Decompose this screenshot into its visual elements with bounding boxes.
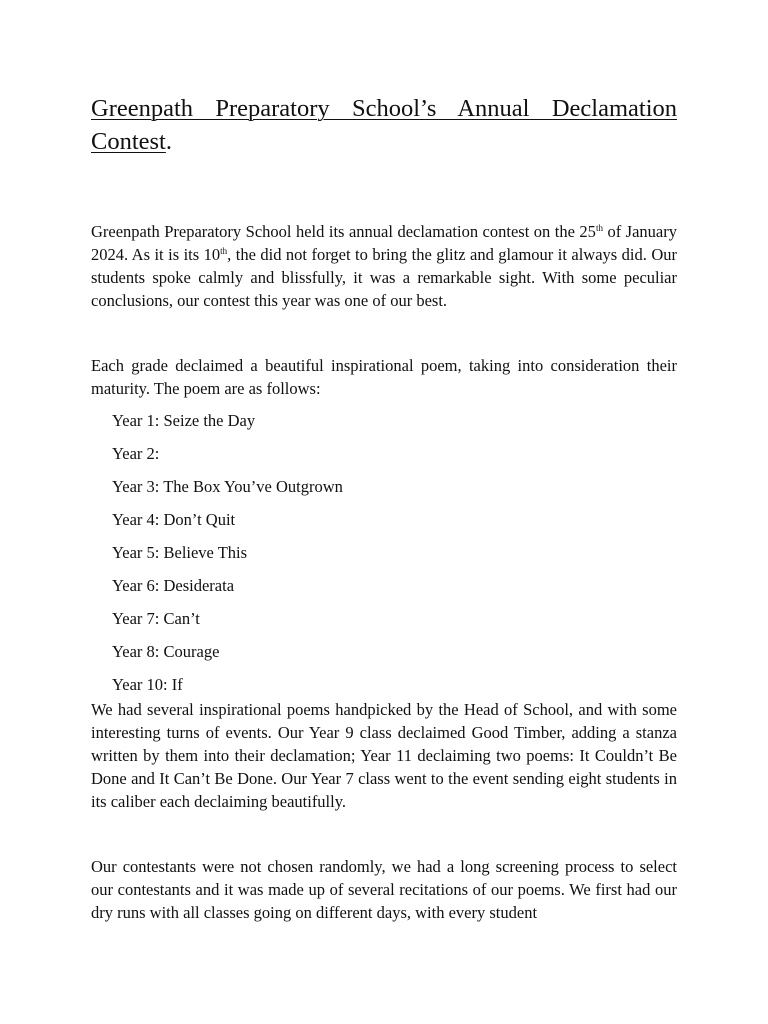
poem-list-item: Year 7: Can’t [112, 609, 200, 628]
document-title-text: Greenpath Preparatory School’s Annual Declamation Contest [91, 95, 677, 155]
poem-list-item: Year 4: Don’t Quit [112, 510, 236, 529]
paragraph-intro-part-a: Greenpath Preparatory School held its annual declamation contest on the 25 [91, 222, 596, 241]
poem-list-item: Year 8: Courage [112, 642, 220, 661]
poem-list-item: Year 3: The Box You’ve Outgrown [112, 477, 343, 496]
poem-list-item: Year 1: Seize the Day [112, 411, 256, 430]
document-title [91, 92, 677, 158]
poem-list [91, 409, 677, 706]
paragraph-intro [91, 220, 677, 312]
poem-list-item: Year 2: [112, 444, 160, 463]
document-title-period: . [165, 128, 172, 155]
poem-list-item: Year 5: Believe This [112, 543, 248, 562]
paragraph-events: We had several inspirational poems handpicked by the Head of School, and with some interesting turns of events. Our Year 9 class declaimed Good Timber, adding a stanza written by them into their declamation; Year 11 declaiming two poems: It Couldn’t Be Done and It Can’t Be Done. Our Year 7 class went to the event sending eight students in its caliber each declaiming beautifully. [91, 700, 677, 811]
paragraph-poems-intro: Each grade declaimed a beautiful inspirational poem, taking into consideration their maturity. The poem are as follows: [91, 356, 677, 398]
poem-list-item: Year 6: Desiderata [112, 576, 235, 595]
paragraph-screening: Our contestants were not chosen randomly, we had a long screening process to select our contestants and it was made up of several recitations of our poems. We first had our dry runs with all classes going on different days, with every student [91, 857, 677, 922]
poem-list-item: Year 10: If [112, 675, 183, 694]
paragraph-intro-part-c: , the did not forget to bring the glitz and glamour it always did. Our students spoke calmly and blissfully, it was a remarkable sight. With some peculiar conclusions, our contest this year was one of our best. [91, 245, 677, 310]
ordinal-suffix-10th: th [220, 246, 228, 256]
paragraph-intro-part-b: of January 2024. As it is its 10 [91, 222, 677, 264]
ordinal-suffix-25th: th [595, 223, 603, 233]
document-page [91, 92, 677, 924]
